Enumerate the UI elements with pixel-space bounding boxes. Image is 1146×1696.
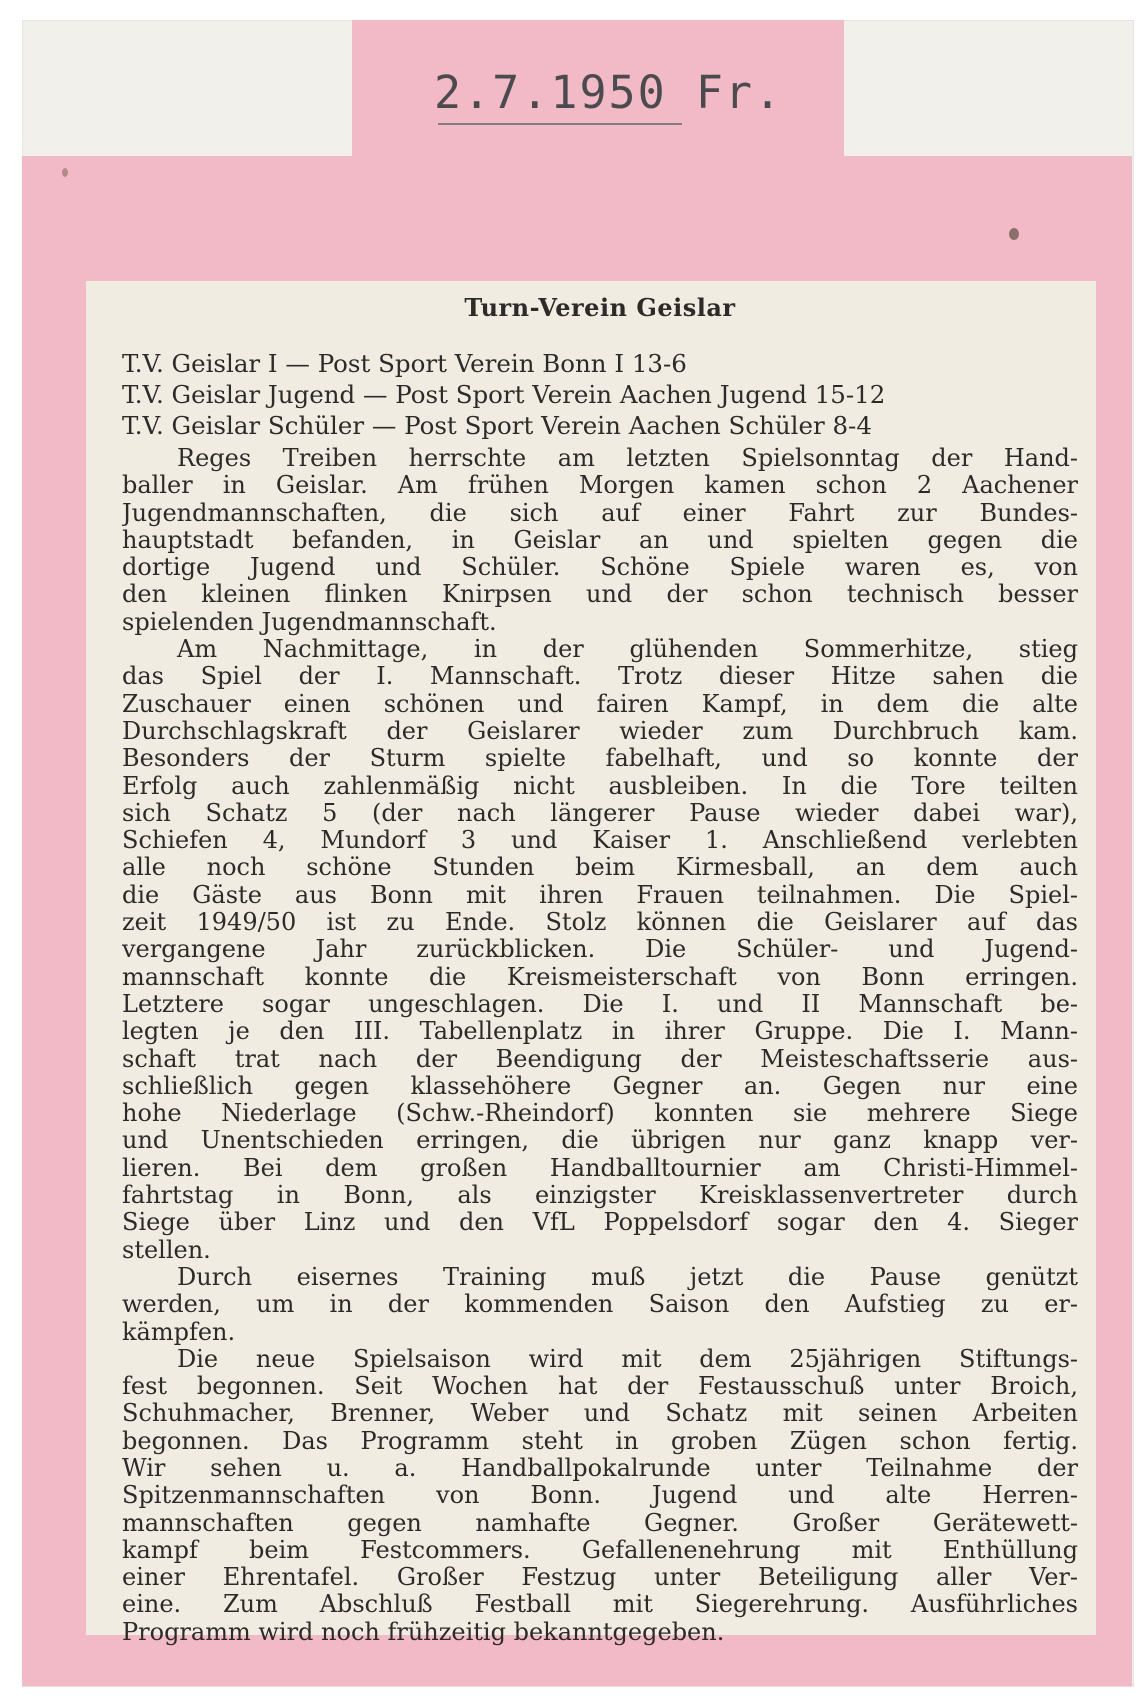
article-line: alle noch schöne Stunden beim Kirmesball, an dem auch xyxy=(122,854,1078,882)
article-line: Erfolg auch zahlenmäßig nicht ausbleiben. In die Tore teilten xyxy=(122,772,1078,800)
article-line: lieren. Bei dem großen Handballtournier am Christi-Himmel- xyxy=(122,1154,1078,1182)
article-line: Zuschauer einen schönen und fairen Kampf, in dem die alte xyxy=(122,690,1078,718)
article-line: Spitzenmannschaften von Bonn. Jugend und alte Herren- xyxy=(122,1482,1078,1510)
article-line: eine. Zum Abschluß Festball mit Siegerehrung. Ausführliches xyxy=(122,1591,1078,1619)
article-line: Die neue Spielsaison wird mit dem 25jährigen Stiftungs- xyxy=(177,1345,1078,1373)
article-line: sich Schatz 5 (der nach längerer Pause wieder dabei war), xyxy=(122,799,1078,827)
article-line: das Spiel der I. Mannschaft. Trotz dieser Hitze sahen die xyxy=(122,663,1078,691)
article-line: begonnen. Das Programm steht in groben Zügen schon fertig. xyxy=(122,1427,1078,1455)
article-line: stellen. xyxy=(122,1236,211,1264)
article-line: Jugendmannschaften, die sich auf einer Fahrt zur Bundes- xyxy=(122,499,1078,527)
article-line: Durchschlagskraft der Geislarer wieder zum Durchbruch kam. xyxy=(122,717,1078,745)
pin-hole xyxy=(1009,228,1019,240)
match-result: T.V. Geislar Schüler — Post Sport Verein Aachen Schüler 8-4 xyxy=(122,411,872,440)
date-label: 2.7.1950 Fr. xyxy=(434,66,784,119)
article-line: mannschaft konnte die Kreismeisterschaft von Bonn erringen. xyxy=(122,963,1078,991)
article-line: schließlich gegen klassehöhere Gegner an. Gegen nur eine xyxy=(122,1072,1078,1100)
article-line: Besonders der Sturm spielte fabelhaft, und so konnte der xyxy=(122,745,1078,773)
article-line: und Unentschieden erringen, die übrigen nur ganz knapp ver- xyxy=(122,1127,1078,1155)
article-line: Schuhmacher, Brenner, Weber und Schatz mit seinen Arbeiten xyxy=(122,1400,1078,1428)
article-line: fest begonnen. Seit Wochen hat der Festausschuß unter Broich, xyxy=(122,1373,1078,1401)
article-line: Wir sehen u. a. Handballpokalrunde unter Teilnahme der xyxy=(122,1454,1078,1482)
article-line: kampf beim Festcommers. Gefallenenehrung mit Enthüllung xyxy=(122,1536,1078,1564)
match-result: T.V. Geislar Jugend — Post Sport Verein Aachen Jugend 15-12 xyxy=(122,380,886,409)
match-results xyxy=(122,348,1078,441)
article-line: schaft trat nach der Beendigung der Meisteschaftsserie aus- xyxy=(122,1045,1078,1073)
article-line: legten je den III. Tabellenplatz in ihrer Gruppe. Die I. Mann- xyxy=(122,1018,1078,1046)
match-result: T.V. Geislar I — Post Sport Verein Bonn I 13-6 xyxy=(122,349,687,378)
article-line: vergangene Jahr zurückblicken. Die Schüler- und Jugend- xyxy=(122,936,1078,964)
article-line: die Gäste aus Bonn mit ihren Frauen teilnahmen. Die Spiel- xyxy=(122,881,1078,909)
article-line: spielenden Jugendmannschaft. xyxy=(122,608,497,636)
article-line: hauptstadt befanden, in Geislar an und spielten gegen die xyxy=(122,526,1078,554)
article-line: kämpfen. xyxy=(122,1318,236,1346)
article-line: Programm wird noch frühzeitig bekanntgegeben. xyxy=(122,1618,725,1646)
article-line: Schiefen 4, Mundorf 3 und Kaiser 1. Anschließend verlebten xyxy=(122,827,1078,855)
article-line: baller in Geislar. Am frühen Morgen kamen schon 2 Aachener xyxy=(122,472,1078,500)
article-title: Turn-Verein Geislar xyxy=(464,293,736,322)
article-line: hohe Niederlage (Schw.-Rheindorf) konnten sie mehrere Siege xyxy=(122,1100,1078,1128)
article-line: zeit 1949/50 ist zu Ende. Stolz können die Geislarer auf das xyxy=(122,909,1078,937)
article-body xyxy=(122,445,1078,1646)
date-underline xyxy=(438,123,682,125)
article-line: Siege über Linz und den VfL Poppelsdorf sogar den 4. Sieger xyxy=(122,1209,1078,1237)
article-line: einer Ehrentafel. Großer Festzug unter Beteiligung aller Ver- xyxy=(122,1564,1078,1592)
article-line: mannschaften gegen namhafte Gegner. Großer Gerätewett- xyxy=(122,1509,1078,1537)
article-line: Reges Treiben herrschte am letzten Spielsonntag der Hand- xyxy=(177,445,1078,472)
paper-mark xyxy=(62,168,68,177)
article-line: Letztere sogar ungeschlagen. Die I. und II Mannschaft be- xyxy=(122,990,1078,1018)
article-line: Am Nachmittage, in der glühenden Sommerhitze, stieg xyxy=(177,636,1078,664)
article-line: werden, um in der kommenden Saison den Aufstieg zu er- xyxy=(122,1291,1078,1319)
article-line: dortige Jugend und Schüler. Schöne Spiele waren es, von xyxy=(122,554,1078,582)
article-line: den kleinen flinken Knirpsen und der schon technisch besser xyxy=(122,581,1078,609)
newspaper-clipping xyxy=(86,281,1096,1646)
article-line: fahrtstag in Bonn, als einzigster Kreisklassenvertreter durch xyxy=(122,1182,1078,1210)
article-line: Durch eisernes Training muß jetzt die Pause genützt xyxy=(177,1263,1078,1291)
